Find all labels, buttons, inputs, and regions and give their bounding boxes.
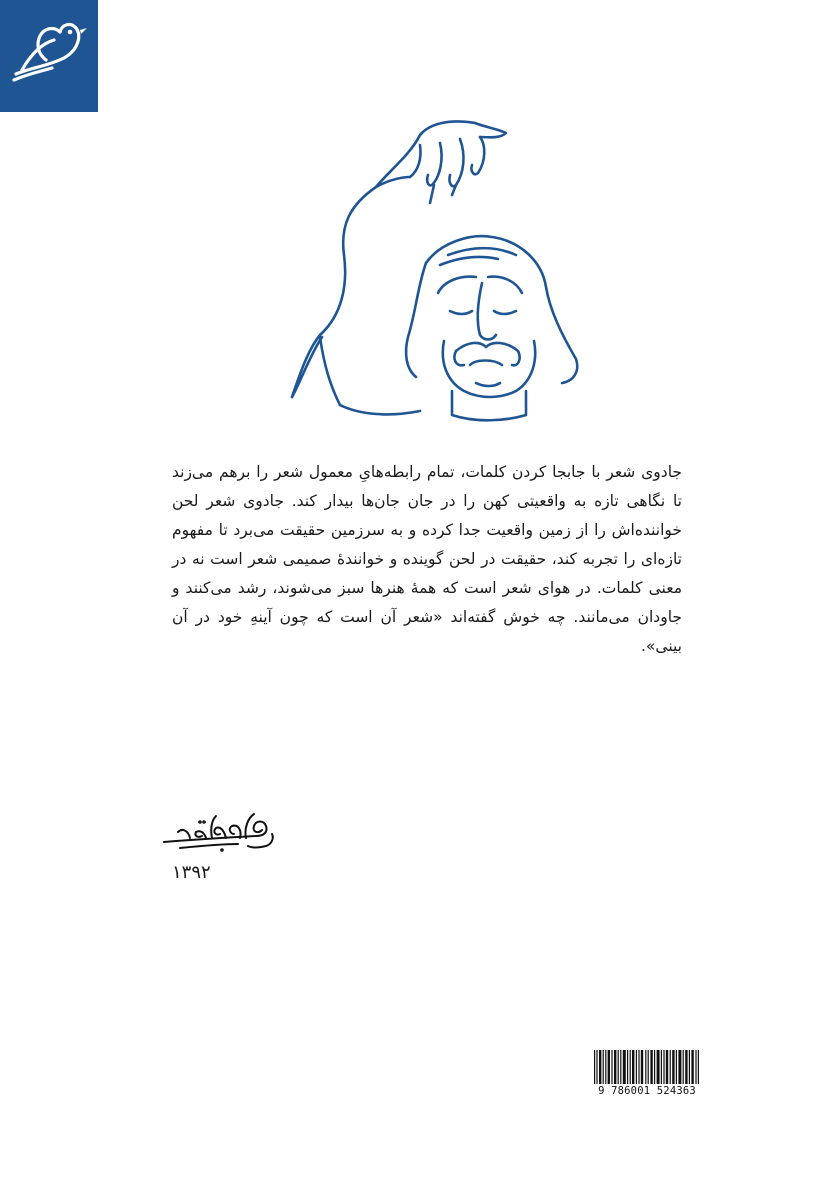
- publication-year: ۱۳۹۲: [172, 862, 211, 883]
- publisher-logo: [0, 0, 98, 112]
- hand-holding-head-illustration: [280, 115, 590, 429]
- back-cover-blurb: [172, 458, 682, 661]
- isbn-number: 9 786001 524363: [592, 1084, 702, 1098]
- signature-drawing: [160, 808, 280, 858]
- hand-holding-head-drawing: [280, 115, 590, 425]
- blurb-paragraph: جادوی شعر با جابجا کردن کلمات، تمام رابطه‌هایِ معمول شعر را برهم می‌زند تا نگاهی تازه به واقعیتی کهن را در جان جان‌ها بیدار کند. جادوی شعر لحن خواننده‌اش را از زمین واقعیت جدا کرده و به سرزمین حقیقت می‌برد تا مفهوم تازه‌ای را تجربه کند، حقیقت در لحن گوینده و خوانندهٔ صمیمی شعر است نه در معنی کلمات. در هوای شعر است که همهٔ هنرها سبز می‌شوند، رشد می‌کنند و جاودان می‌مانند. چه خوش گفته‌اند «شعر آن است که چون آینهِ خود در آن بینی».: [172, 463, 682, 655]
- bird-icon: [8, 20, 90, 82]
- author-signature: [160, 808, 280, 862]
- isbn-barcode: [592, 1050, 702, 1106]
